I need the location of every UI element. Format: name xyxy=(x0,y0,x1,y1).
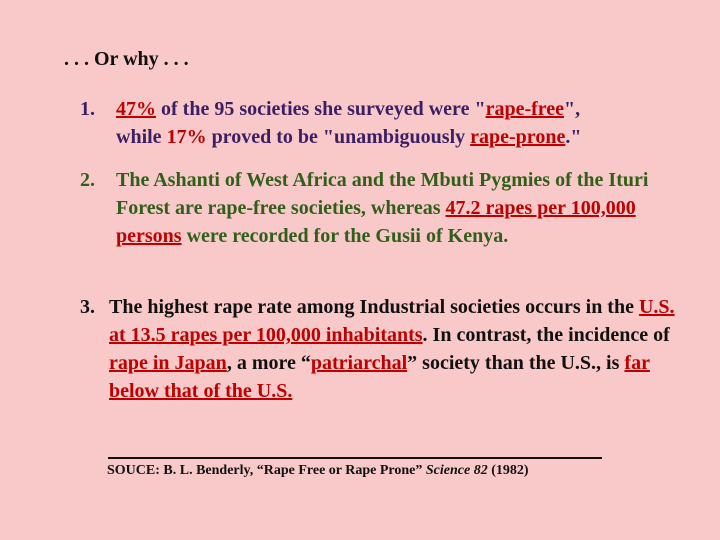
body-text: ", xyxy=(564,98,581,120)
body-text: while xyxy=(116,126,167,148)
list-item-3 xyxy=(80,293,680,405)
slide-heading: . . . Or why . . . xyxy=(64,48,189,70)
body-text: proved to be "unambiguously xyxy=(206,126,471,148)
emphasis-text: 17% xyxy=(166,126,207,148)
body-text: , a more “ xyxy=(226,352,311,374)
list-item-1 xyxy=(80,95,680,151)
body-text: The highest rape rate among Industrial societies occurs in the xyxy=(109,296,639,318)
emphasis-text: far below that of the U.S. xyxy=(109,352,650,402)
item-number: 1. xyxy=(80,98,95,120)
body-text: ." xyxy=(565,126,582,148)
source-citation xyxy=(107,463,529,479)
list-item-2 xyxy=(80,166,680,250)
body-text: were recorded for the Gusii of Kenya. xyxy=(181,225,509,247)
item-text xyxy=(80,95,680,151)
item-text xyxy=(80,166,680,250)
emphasis-text: patriarchal xyxy=(310,352,408,374)
item-text xyxy=(80,293,680,405)
emphasis-text: 47% xyxy=(116,98,156,120)
source-year: (1982) xyxy=(487,463,529,478)
body-text: The Ashanti of West Africa and the Mbuti Pygmies of the Ituri Forest are rape-free societies, whereas xyxy=(116,169,649,219)
body-text: of the 95 societies she surveyed were " xyxy=(156,98,486,120)
emphasis-text: 47.2 rapes per 100,000 persons xyxy=(116,197,636,247)
emphasis-text: rape-free xyxy=(485,98,565,120)
item-number: 3. xyxy=(80,296,95,318)
source-prefix: SOUCE: B. L. Benderly, “Rape Free or Rape Prone” xyxy=(107,463,426,478)
source-journal: Science 82 xyxy=(425,463,488,478)
item-number: 2. xyxy=(80,169,95,191)
emphasis-text: rape in Japan xyxy=(109,352,227,374)
source-divider xyxy=(108,457,602,459)
emphasis-text: rape-prone xyxy=(470,126,566,148)
emphasis-text: U.S. at 13.5 rapes per 100,000 inhabitants xyxy=(109,296,675,346)
body-text: . In contrast, the incidence of xyxy=(422,324,670,346)
body-text: ” society than the U.S., is xyxy=(407,352,625,374)
